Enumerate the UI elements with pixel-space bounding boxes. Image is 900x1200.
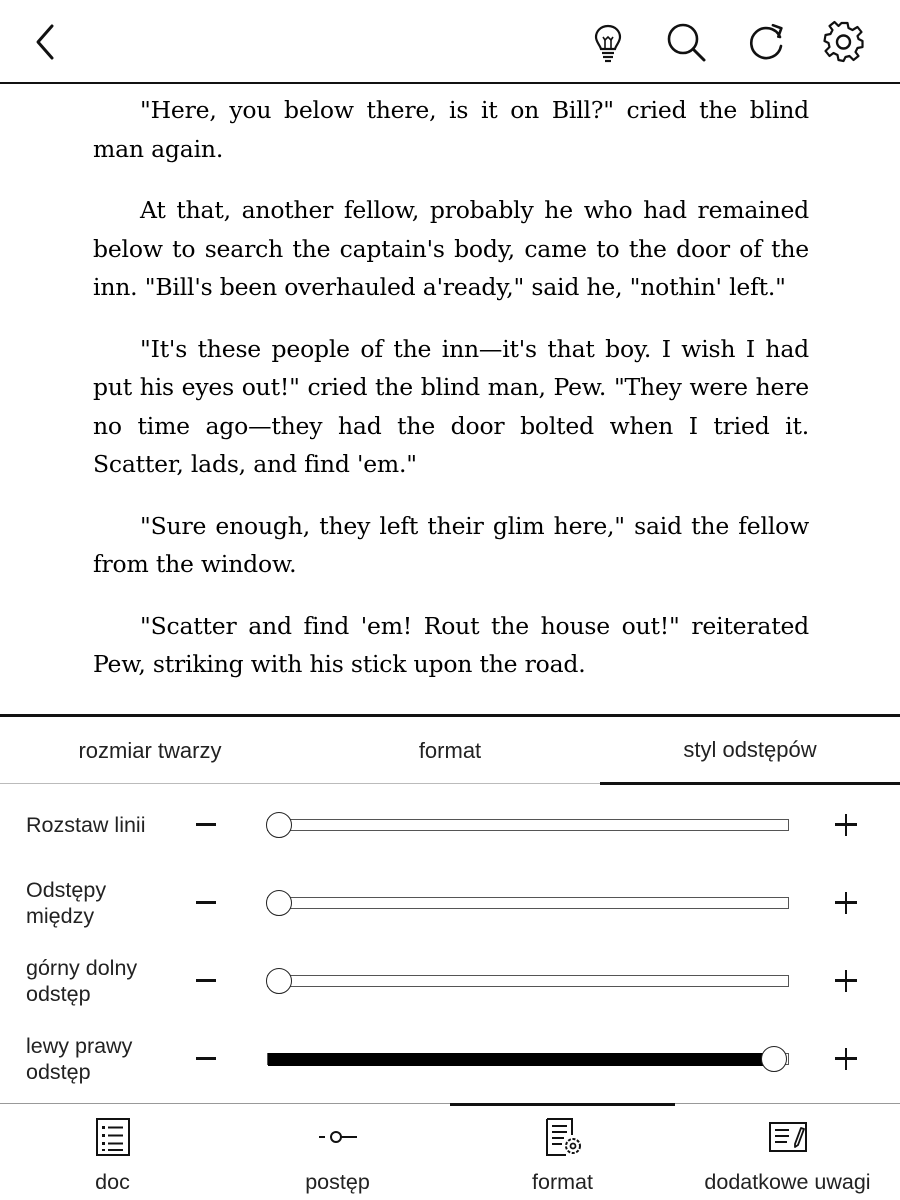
nav-progress[interactable]: [225, 1104, 450, 1200]
nav-format-label: format: [532, 1170, 593, 1194]
left-right-margin-slider[interactable]: [267, 1053, 789, 1065]
top-bottom-margin-decrease-button[interactable]: [192, 967, 220, 995]
back-arrow-icon[interactable]: [22, 18, 70, 66]
left-right-margin-decrease-button[interactable]: [192, 1045, 220, 1073]
bottom-navigation: [0, 1103, 900, 1200]
top-bottom-margin-slider[interactable]: [267, 975, 789, 987]
nav-format[interactable]: [450, 1104, 675, 1200]
paragraph: "It's these people of the inn—it's that boy. I wish I had put his eyes out!" cried the blind man, Pew. "They were here no time ago—they had the door bolted when I tried it. Scatter, lads, and find 'em.": [93, 334, 809, 478]
line-spacing-label: Rozstaw linii: [26, 813, 146, 837]
nav-progress-label: postęp: [305, 1170, 370, 1194]
line-spacing-increase-button[interactable]: [832, 811, 860, 839]
line-spacing-slider[interactable]: [267, 819, 789, 831]
paragraph-spacing-label: Odstępy między: [26, 878, 107, 928]
slider-handle[interactable]: [266, 890, 292, 916]
top-bottom-margin-row: [0, 942, 900, 1020]
paragraph-spacing-increase-button[interactable]: [832, 889, 860, 917]
tab-format[interactable]: format: [418, 737, 482, 763]
left-right-margin-label: lewy prawy odstęp: [26, 1034, 133, 1084]
paragraph-spacing-slider[interactable]: [267, 897, 789, 909]
slider-fill: [268, 1053, 774, 1066]
tab-spacing-style[interactable]: styl odstępów: [600, 717, 900, 785]
slider-handle[interactable]: [266, 968, 292, 994]
nav-doc-label: doc: [95, 1170, 130, 1194]
paragraph-spacing-decrease-button[interactable]: [192, 889, 220, 917]
progress-slider-icon: [317, 1116, 359, 1158]
top-toolbar: [0, 0, 900, 84]
left-right-margin-increase-button[interactable]: [832, 1045, 860, 1073]
settings-tabs: [0, 717, 900, 784]
gear-icon[interactable]: [820, 18, 868, 66]
top-bottom-margin-increase-button[interactable]: [832, 967, 860, 995]
book-text[interactable]: [93, 88, 809, 710]
tab-face-size[interactable]: rozmiar twarzy: [78, 737, 222, 763]
line-spacing-decrease-button[interactable]: [192, 811, 220, 839]
lightbulb-icon[interactable]: [584, 18, 632, 66]
slider-handle[interactable]: [761, 1046, 787, 1072]
notes-pen-icon: [767, 1116, 809, 1158]
slider-handle[interactable]: [266, 812, 292, 838]
paragraph: At that, another fellow, probably he who had remained below to search the captain's body, came to the door of the inn. "Bill's been overhauled a'ready," said he, "nothin' left.": [93, 196, 809, 301]
refresh-icon[interactable]: [742, 18, 790, 66]
paragraph: "Here, you below there, is it on Bill?" cried the blind man again.: [93, 96, 809, 163]
search-icon[interactable]: [662, 18, 710, 66]
left-right-margin-row: [0, 1020, 900, 1098]
paragraph-spacing-row: [0, 864, 900, 942]
top-bottom-margin-label: górny dolny odstęp: [26, 956, 138, 1006]
nav-notes-label: dodatkowe uwagi: [704, 1170, 871, 1194]
paragraph: "Scatter and find 'em! Rout the house out!" reiterated Pew, striking with his stick upon the road.: [93, 611, 809, 678]
paragraph: "Sure enough, they left their glim here," said the fellow from the window.: [93, 511, 809, 578]
toc-list-icon: [92, 1116, 134, 1158]
line-spacing-row: [0, 786, 900, 864]
nav-doc[interactable]: [0, 1104, 225, 1200]
format-settings-icon: [542, 1116, 584, 1158]
spacing-settings-panel: [0, 714, 900, 1104]
nav-notes[interactable]: [675, 1104, 900, 1200]
